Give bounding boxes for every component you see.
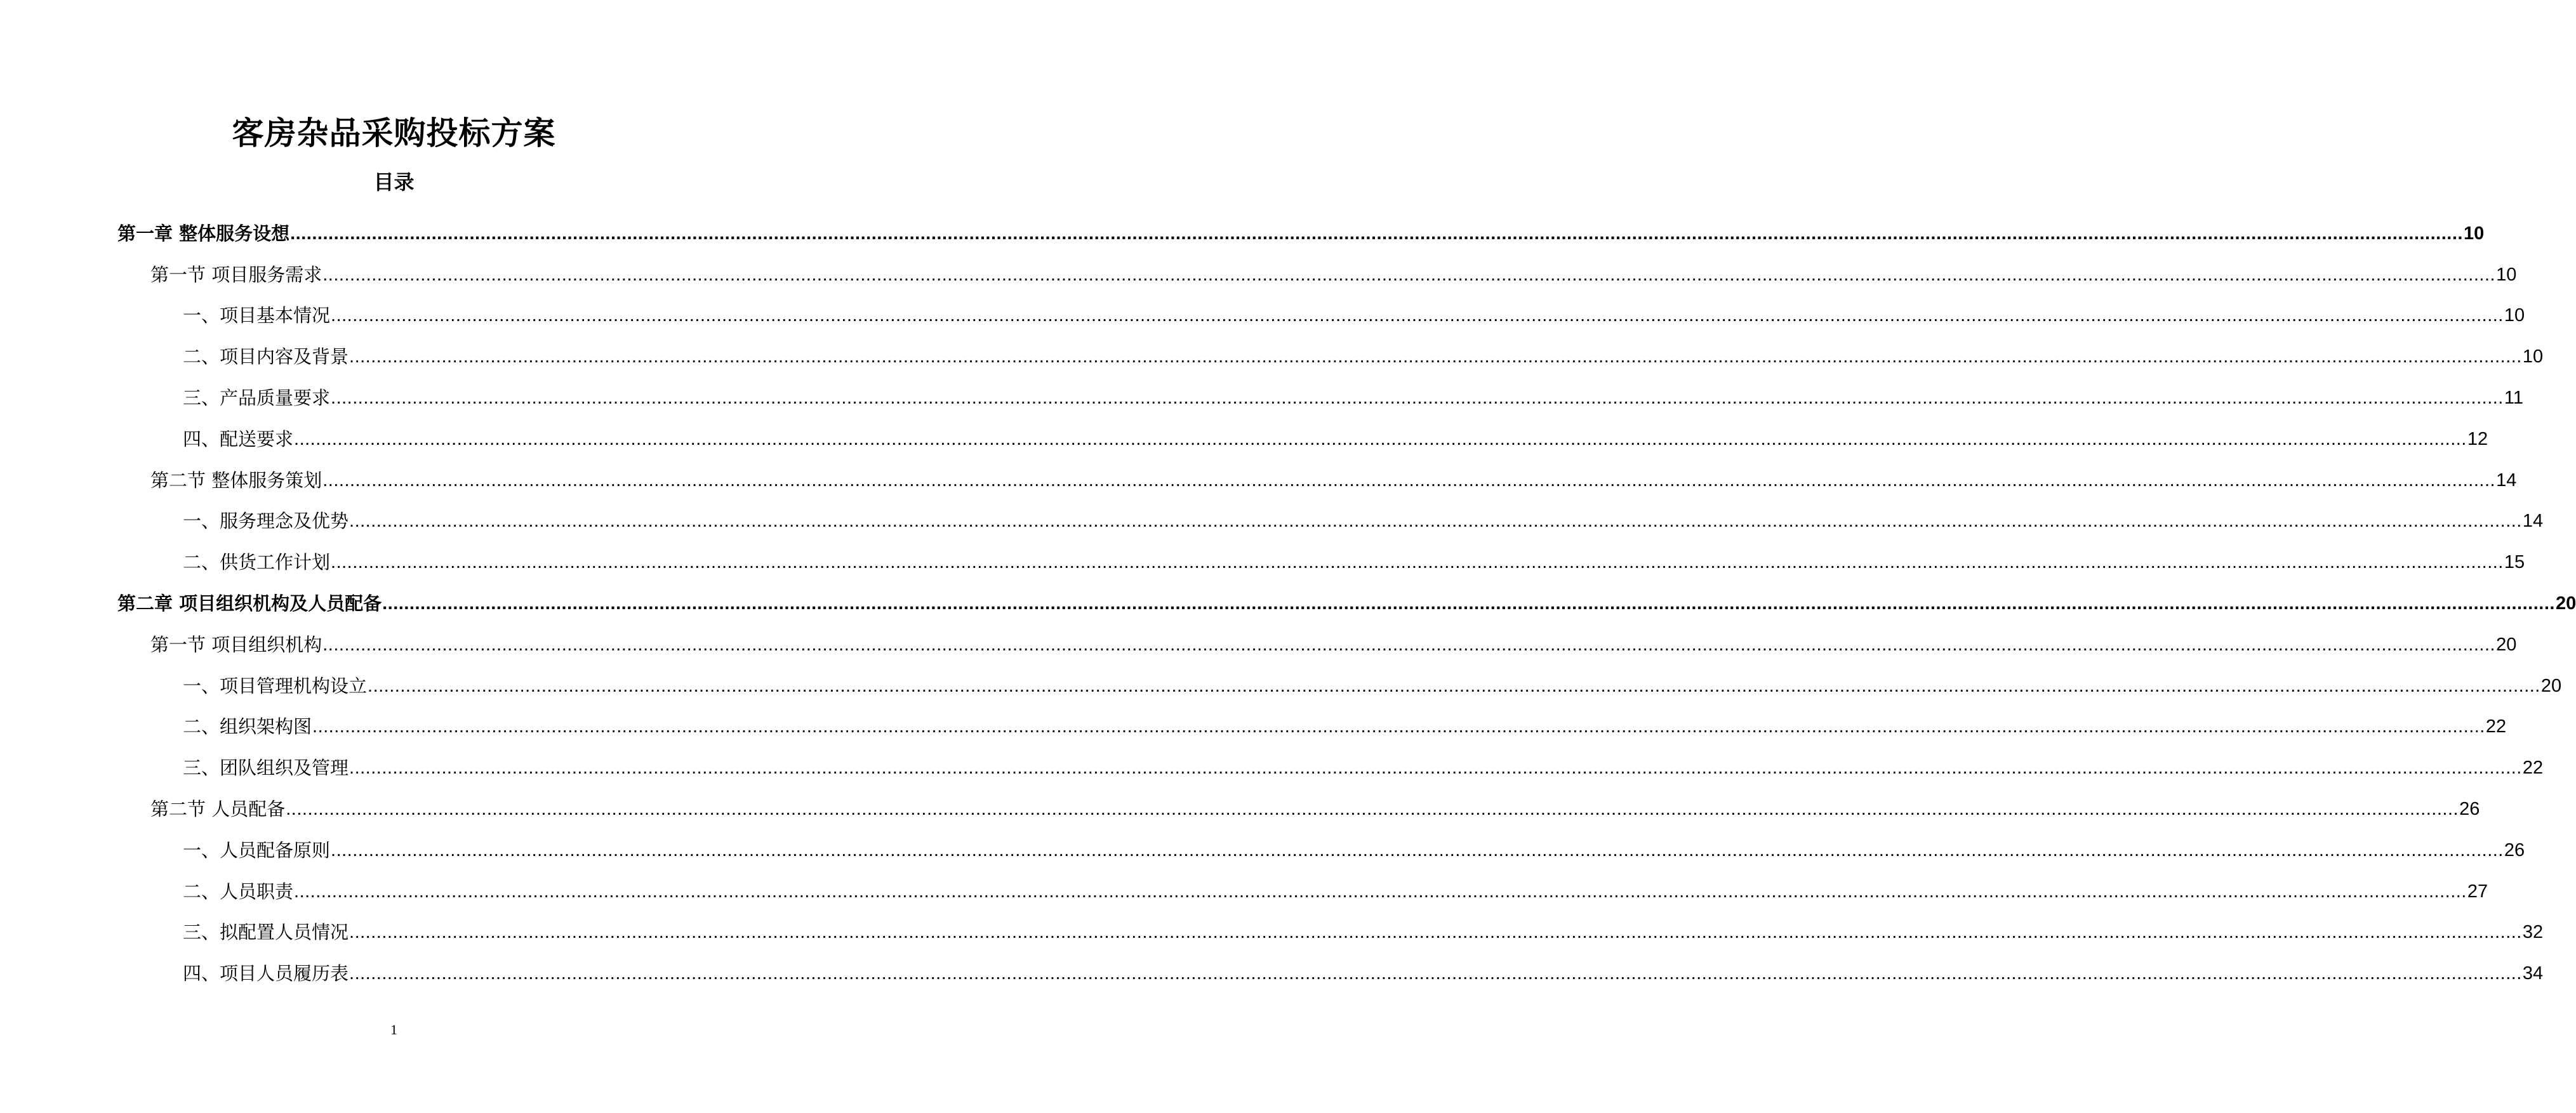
toc-entry-label: 一、人员配备原则 xyxy=(183,839,331,861)
toc-leader-dots: ................................................................................................................................................................................................................................................................................................................................................................................................................ xyxy=(349,511,2522,532)
toc-entry-label: 二、项目内容及背景 xyxy=(183,346,349,368)
toc-leader-dots: ................................................................................................................................................................................................................................................................................................................................................................................................................ xyxy=(294,881,2467,902)
toc-leader-dots: ................................................................................................................................................................................................................................................................................................................................................................................................................ xyxy=(312,716,2485,737)
toc-entry-page: 10 xyxy=(2504,305,2525,326)
toc-entry-label: 第二节 人员配备 xyxy=(150,798,286,820)
toc-entry-page: 10 xyxy=(2496,264,2517,285)
toc-entry-label: 一、项目管理机构设立 xyxy=(183,675,368,697)
toc-entry[interactable] xyxy=(0,251,2517,292)
toc-entry[interactable] xyxy=(0,292,2525,333)
toc-leader-dots: ................................................................................................................................................................................................................................................................................................................................................................................................................ xyxy=(349,346,2522,367)
toc-leader-dots: ................................................................................................................................................................................................................................................................................................................................................................................................................ xyxy=(294,428,2467,449)
toc-entry-label: 第一节 项目组织机构 xyxy=(150,633,322,655)
toc-entry-label: 第一章 整体服务设想 xyxy=(117,222,290,244)
toc-entry-page: 22 xyxy=(2522,758,2544,779)
toc-entry-page: 10 xyxy=(2463,223,2485,244)
toc-entry-label: 三、产品质量要求 xyxy=(183,386,331,409)
toc-entry-page: 20 xyxy=(2540,675,2562,696)
toc-entry-label: 第二节 整体服务策划 xyxy=(150,469,322,491)
toc-leader-dots: ................................................................................................................................................................................................................................................................................................................................................................................................................ xyxy=(331,387,2504,408)
toc-entry-label: 第一节 项目服务需求 xyxy=(150,263,322,286)
toc-entry-label: 一、项目基本情况 xyxy=(183,305,331,327)
toc-leader-dots: ................................................................................................................................................................................................................................................................................................................................................................................................................ xyxy=(368,675,2540,696)
toc-entry-page: 32 xyxy=(2522,922,2544,943)
toc-entry[interactable] xyxy=(0,703,2507,744)
table-of-contents xyxy=(0,209,2576,991)
toc-entry[interactable] xyxy=(0,333,2544,374)
toc-leader-dots: ................................................................................................................................................................................................................................................................................................................................................................................................................ xyxy=(331,305,2504,326)
toc-entry-page: 14 xyxy=(2522,511,2544,532)
toc-entry-page: 20 xyxy=(2555,593,2576,614)
toc-entry-label: 一、服务理念及优势 xyxy=(183,510,349,532)
toc-entry-page: 26 xyxy=(2459,798,2480,819)
toc-entry[interactable] xyxy=(0,826,2525,867)
toc-entry-label: 二、供货工作计划 xyxy=(183,551,331,574)
toc-leader-dots: ................................................................................................................................................................................................................................................................................................................................................................................................................ xyxy=(331,552,2504,573)
toc-entry-label: 三、团队组织及管理 xyxy=(183,757,349,779)
toc-entry-label: 第二章 项目组织机构及人员配备 xyxy=(117,592,382,614)
toc-entry-label: 三、拟配置人员情况 xyxy=(183,921,349,944)
toc-leader-dots: ................................................................................................................................................................................................................................................................................................................................................................................................................ xyxy=(290,223,2463,244)
toc-entry[interactable] xyxy=(0,621,2517,662)
toc-entry-page: 10 xyxy=(2522,346,2544,367)
page-number: 1 xyxy=(390,1022,397,1037)
toc-entry[interactable] xyxy=(0,579,2576,621)
toc-leader-dots: ................................................................................................................................................................................................................................................................................................................................................................................................................ xyxy=(349,758,2522,779)
toc-entry-label: 四、项目人员履历表 xyxy=(183,963,349,985)
toc-entry[interactable] xyxy=(0,415,2488,456)
toc-entry[interactable] xyxy=(0,662,2562,703)
toc-entry-label: 四、配送要求 xyxy=(183,428,294,450)
toc-leader-dots: ................................................................................................................................................................................................................................................................................................................................................................................................................ xyxy=(322,264,2496,285)
toc-leader-dots: ................................................................................................................................................................................................................................................................................................................................................................................................................ xyxy=(349,963,2522,984)
toc-entry-page: 20 xyxy=(2496,634,2517,655)
toc-entry-page: 12 xyxy=(2467,428,2488,449)
toc-entry-label: 二、人员职责 xyxy=(183,880,294,902)
toc-entry-page: 27 xyxy=(2467,881,2488,902)
toc-leader-dots: ................................................................................................................................................................................................................................................................................................................................................................................................................ xyxy=(322,634,2496,655)
toc-entry-label: 二、组织架构图 xyxy=(183,716,312,738)
toc-entry[interactable] xyxy=(0,538,2525,579)
toc-leader-dots: ................................................................................................................................................................................................................................................................................................................................................................................................................ xyxy=(331,840,2504,860)
toc-entry-page: 22 xyxy=(2485,716,2507,737)
toc-entry-page: 15 xyxy=(2504,552,2525,573)
toc-entry-page: 14 xyxy=(2496,470,2517,491)
toc-entry-page: 34 xyxy=(2522,963,2544,984)
document-title: 客房杂品采购投标方案 xyxy=(232,115,556,152)
toc-leader-dots: ................................................................................................................................................................................................................................................................................................................................................................................................................ xyxy=(382,593,2555,614)
toc-leader-dots: ................................................................................................................................................................................................................................................................................................................................................................................................................ xyxy=(286,798,2459,819)
toc-entry[interactable] xyxy=(0,744,2544,785)
toc-entry-page: 11 xyxy=(2504,387,2523,408)
toc-entry-page: 26 xyxy=(2504,840,2525,860)
toc-entry[interactable] xyxy=(0,497,2544,539)
toc-entry[interactable] xyxy=(0,209,2485,251)
toc-entry[interactable] xyxy=(0,374,2523,415)
toc-leader-dots: ................................................................................................................................................................................................................................................................................................................................................................................................................ xyxy=(322,470,2496,491)
toc-entry[interactable] xyxy=(0,909,2544,950)
toc-entry[interactable] xyxy=(0,867,2488,909)
toc-entry[interactable] xyxy=(0,949,2544,991)
toc-leader-dots: ................................................................................................................................................................................................................................................................................................................................................................................................................ xyxy=(349,922,2522,943)
toc-entry[interactable] xyxy=(0,456,2517,497)
toc-entry[interactable] xyxy=(0,785,2480,826)
toc-heading: 目录 xyxy=(373,170,415,194)
